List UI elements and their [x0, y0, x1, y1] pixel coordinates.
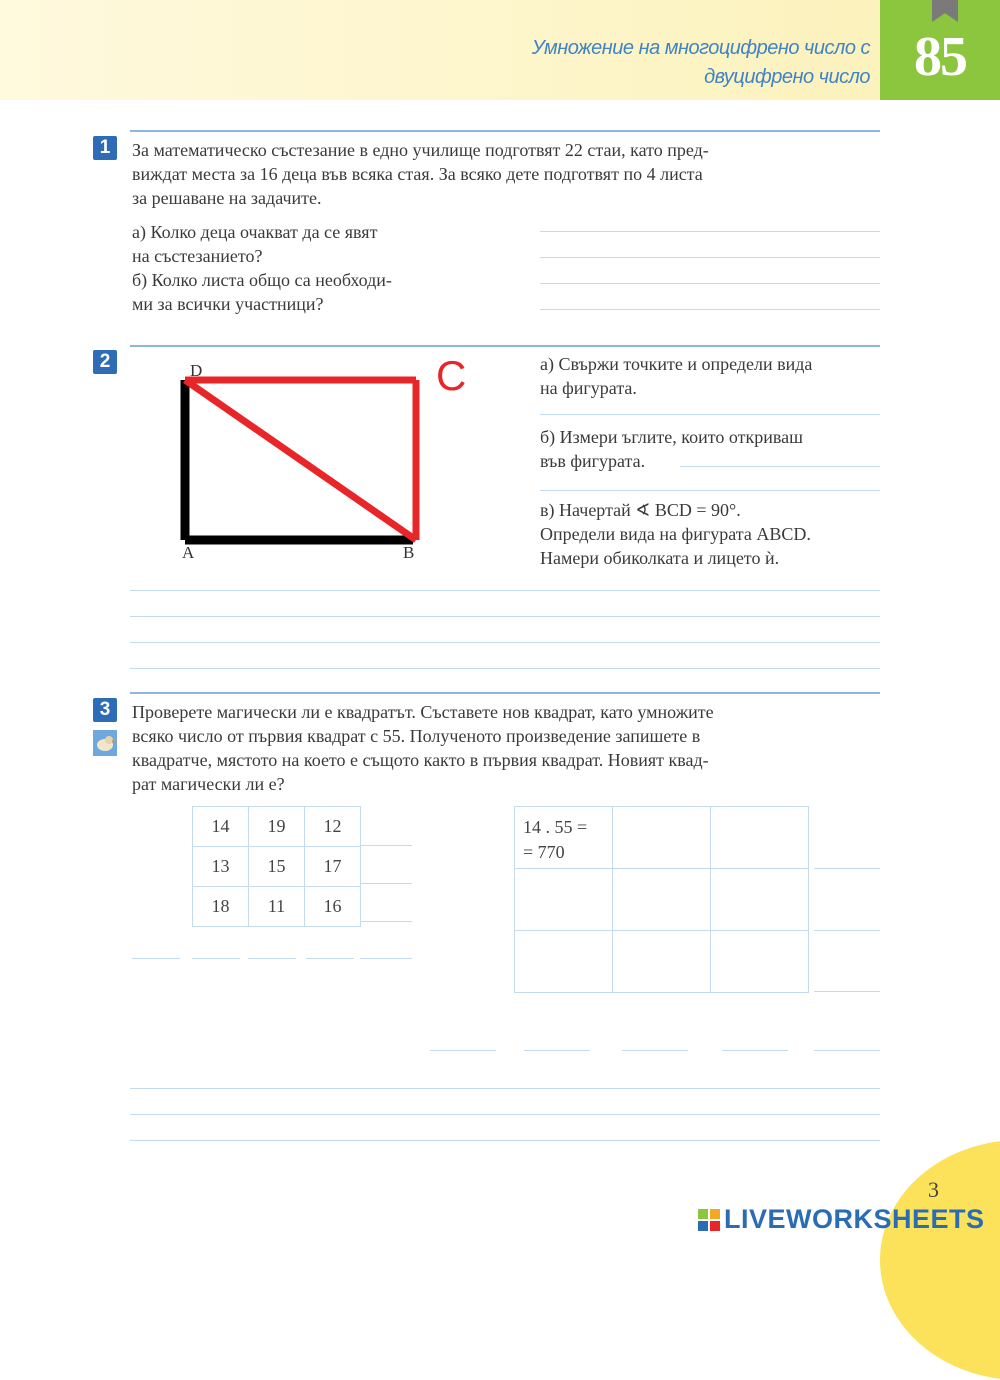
task1-text — [132, 138, 882, 210]
row-sum-line[interactable] — [360, 883, 412, 884]
new-square-row — [515, 931, 809, 993]
lesson-number: 85 — [914, 26, 966, 88]
magic-square-row — [193, 887, 361, 927]
magic-square-cell: 11 — [249, 887, 305, 927]
answer-line[interactable] — [130, 668, 880, 669]
answer-line[interactable] — [130, 1114, 880, 1115]
task1-line: За математическо състезание в едно училище подготвят 22 стаи, като пред- — [132, 140, 709, 160]
new-square-row — [515, 807, 809, 869]
task2-qb-line: във фигурата. — [540, 451, 646, 471]
magic-square-row — [193, 847, 361, 887]
task1-badge: 1 — [93, 136, 117, 160]
magic-square-cell: 12 — [305, 807, 361, 847]
answer-line[interactable] — [130, 616, 880, 617]
bird-icon-graphic — [93, 730, 117, 756]
col-sum-line[interactable] — [524, 1050, 590, 1051]
task3-line: рат магически ли е? — [132, 774, 285, 794]
col-sum-line[interactable] — [192, 958, 240, 959]
answer-line[interactable] — [130, 642, 880, 643]
task1-questions — [132, 220, 482, 316]
task3-badge: 3 — [93, 698, 117, 722]
lesson-title-line2: двуцифрено число — [704, 66, 870, 88]
magic-square-cell: 18 — [193, 887, 249, 927]
page-corner — [880, 1140, 1000, 1380]
bird-icon — [93, 730, 117, 756]
task3-line: Проверете магически ли е квадратът. Съставете нов квадрат, като умножите — [132, 702, 714, 722]
row-sum-line[interactable] — [360, 845, 412, 846]
task1-line: виждат места за 16 деца във всяка стая. За всяко дете подготвят по 4 листа — [132, 164, 703, 184]
liveworksheets-logo-icon — [698, 1209, 720, 1231]
task3-text — [132, 700, 884, 796]
liveworksheets-logo: LIVEWORKSHEETS — [724, 1204, 985, 1234]
lesson-title — [532, 34, 870, 92]
magic-square-cell: 15 — [249, 847, 305, 887]
answer-line[interactable] — [130, 1140, 880, 1141]
new-square-cell[interactable] — [711, 807, 809, 869]
col-sum-line[interactable] — [248, 958, 296, 959]
task2-question-c — [540, 498, 885, 570]
magic-square-cell: 16 — [305, 887, 361, 927]
task2-qb-line: б) Измери ъглите, които откриваш — [540, 427, 803, 447]
task2-qc-line: Намери обиколката и лицето ѝ. — [540, 548, 780, 568]
diag-sum-line[interactable] — [814, 1050, 880, 1051]
task2-qc-line: Определи вида на фигурата ABCD. — [540, 524, 811, 544]
task2-qc-line: в) Начертай ∢ BCD = 90°. — [540, 500, 741, 520]
new-square-cell[interactable] — [613, 869, 711, 931]
new-square-cell[interactable] — [613, 931, 711, 993]
magic-square-cell: 14 — [193, 807, 249, 847]
diagonal-db — [185, 380, 416, 540]
answer-line[interactable] — [540, 231, 880, 232]
new-square-cell[interactable] — [515, 869, 613, 931]
task1-question-line: на състезанието? — [132, 246, 263, 266]
task3-line: квадратче, мястото на което е същото както в първия квадрат. Новият квад- — [132, 750, 709, 770]
new-square-cell[interactable] — [515, 931, 613, 993]
figure-drawing — [170, 350, 490, 570]
row-sum-line[interactable] — [814, 991, 880, 992]
row-sum-line[interactable] — [360, 921, 412, 922]
task1-line: за решаване на задачите. — [132, 188, 322, 208]
example-line1: 14 . 55 = — [523, 817, 588, 837]
page-number: 3 — [928, 1177, 939, 1202]
answer-line[interactable] — [130, 1088, 880, 1089]
task2-separator — [130, 345, 880, 347]
magic-square-cell: 17 — [305, 847, 361, 887]
label-c: C — [436, 352, 467, 399]
new-square-cell[interactable] — [711, 931, 809, 993]
col-sum-line[interactable] — [722, 1050, 788, 1051]
new-square-cell[interactable] — [711, 869, 809, 931]
lesson-title-line1: Умножение на многоцифрено число с — [531, 37, 870, 59]
task1-question-line: б) Колко листа общо са необходи- — [132, 270, 392, 290]
answer-line[interactable] — [130, 590, 880, 591]
new-square — [514, 806, 809, 993]
new-square-cell[interactable] — [613, 807, 711, 869]
diag-sum-line[interactable] — [132, 958, 180, 959]
task2-qa-line: а) Свържи точките и определи вида — [540, 354, 813, 374]
task1-separator — [130, 130, 880, 132]
diag-sum-line[interactable] — [430, 1050, 496, 1051]
col-sum-line[interactable] — [622, 1050, 688, 1051]
magic-square-cell: 13 — [193, 847, 249, 887]
col-sum-line[interactable] — [306, 958, 354, 959]
magic-square-row — [193, 807, 361, 847]
task3-line: всяко число от първия квадрат с 55. Полученото произведение запишете в — [132, 726, 701, 746]
task2-qa-line: на фигурата. — [540, 378, 637, 398]
task3-separator — [130, 692, 880, 694]
answer-line[interactable] — [540, 490, 880, 491]
answer-line[interactable] — [540, 414, 880, 415]
magic-square — [192, 806, 361, 927]
answer-line[interactable] — [540, 283, 880, 284]
task1-question-line: ми за всички участници? — [132, 294, 324, 314]
example-line2: = 770 — [523, 842, 565, 862]
new-square-example — [515, 807, 612, 865]
task2-badge: 2 — [93, 350, 117, 374]
magic-square-cell: 19 — [249, 807, 305, 847]
new-square-cell[interactable] — [515, 807, 613, 869]
answer-line[interactable] — [540, 309, 880, 310]
diag-sum-line[interactable] — [360, 958, 412, 959]
label-a: A — [182, 543, 195, 562]
row-sum-line[interactable] — [814, 868, 880, 869]
task2-question-a — [540, 352, 885, 400]
answer-line[interactable] — [680, 466, 880, 467]
answer-line[interactable] — [540, 257, 880, 258]
new-square-row — [515, 869, 809, 931]
task1-question-line: а) Колко деца очакват да се явят — [132, 222, 378, 242]
row-sum-line[interactable] — [814, 930, 880, 931]
label-d: D — [190, 361, 203, 380]
label-b: B — [403, 543, 415, 562]
